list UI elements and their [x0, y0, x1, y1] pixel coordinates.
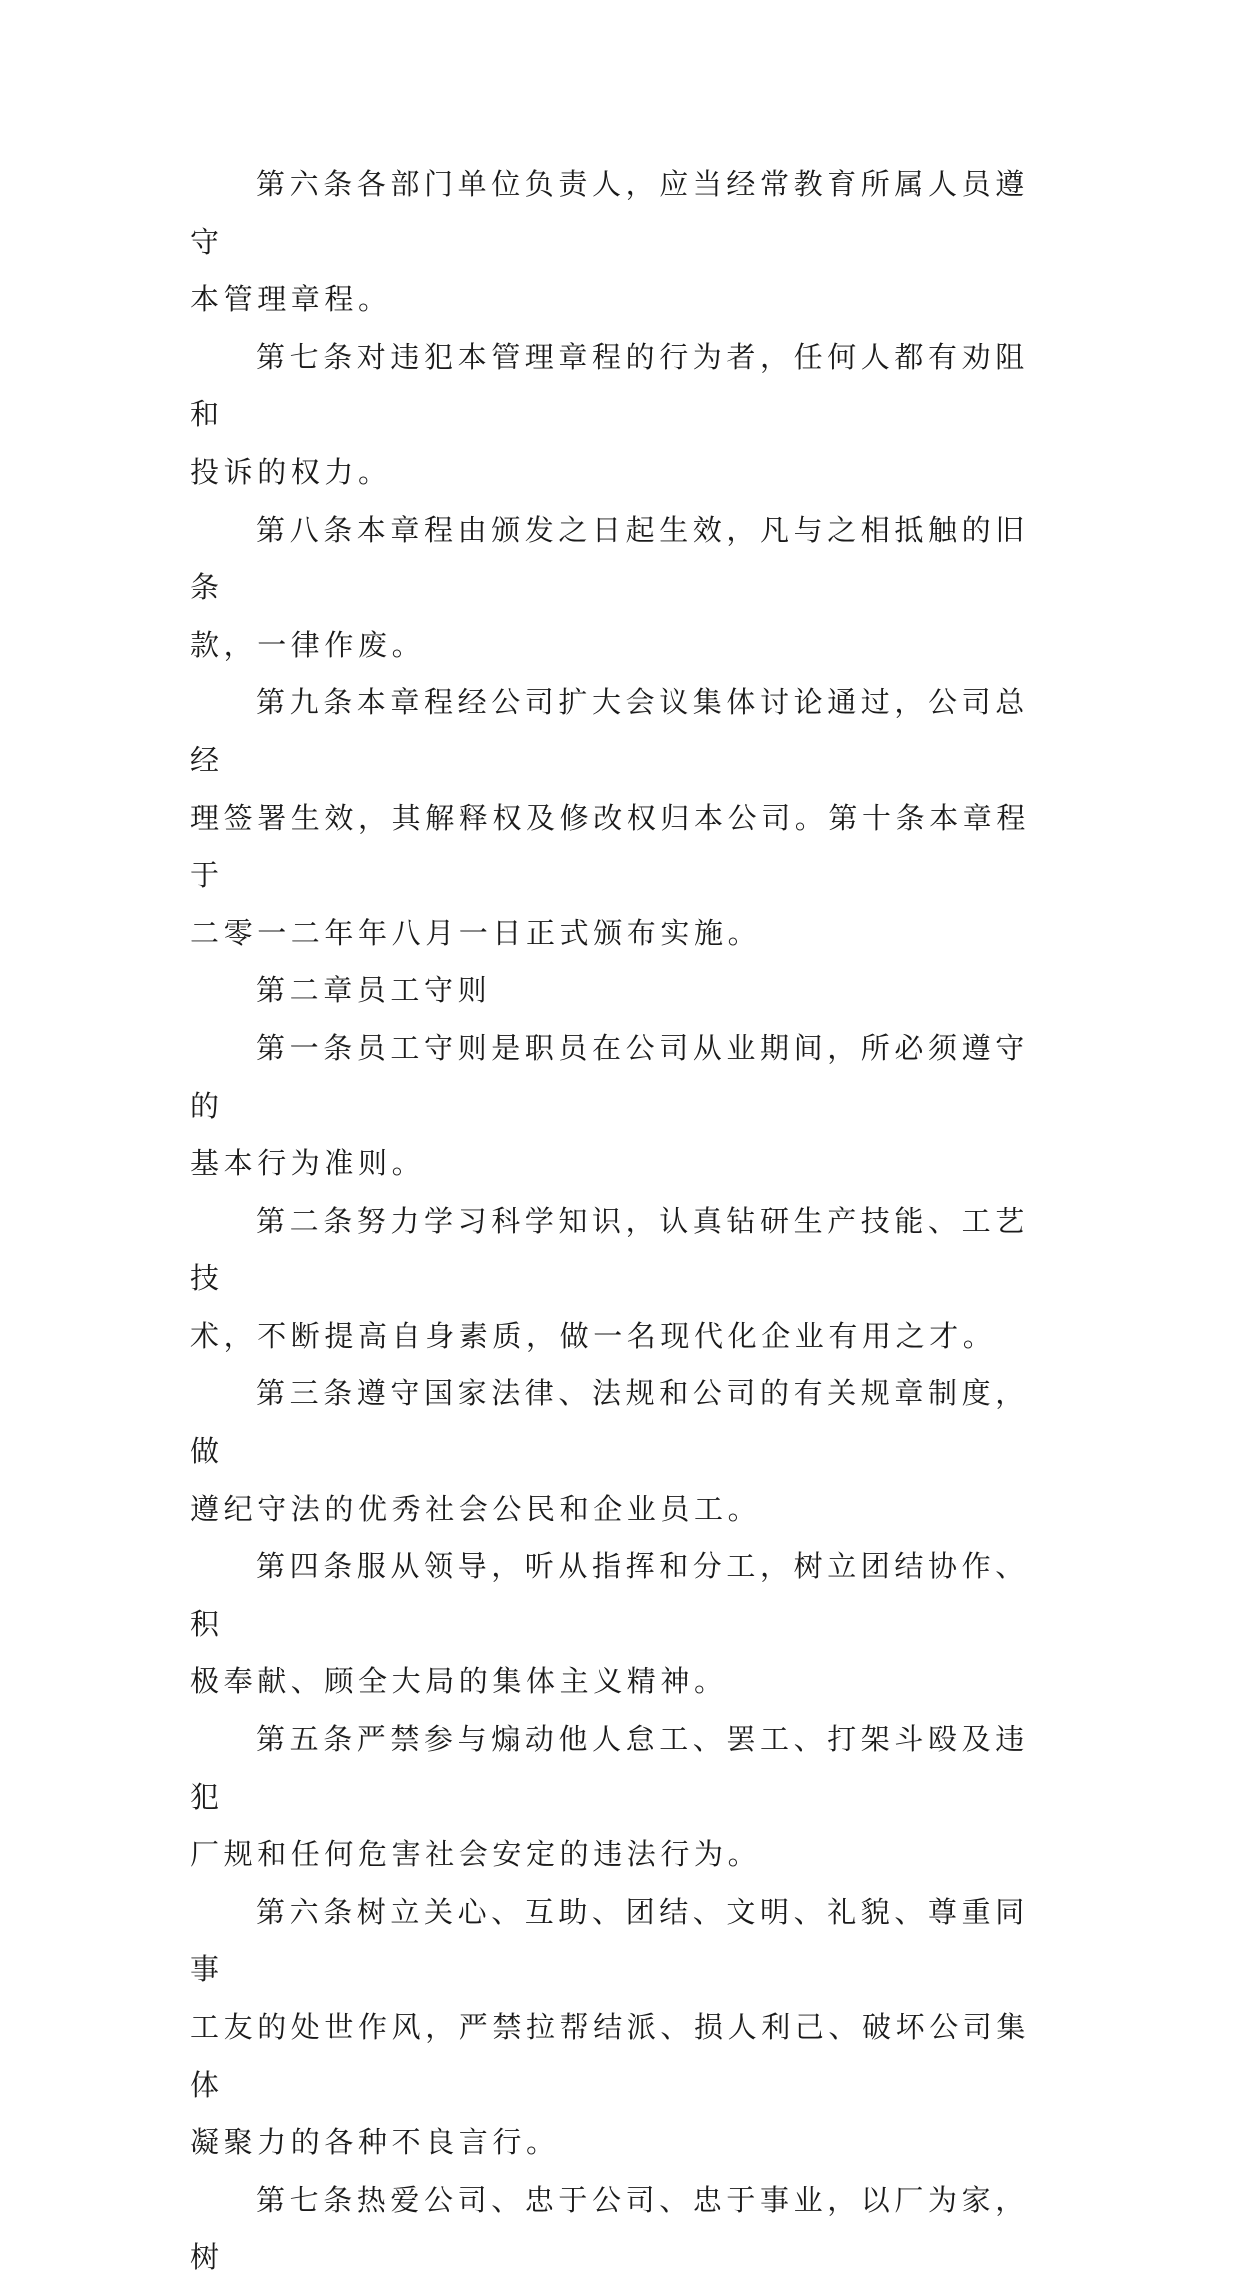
paragraph-rule-7: 第七条热爱公司、忠于公司、忠于事业，以厂为家，树: [190, 2182, 1029, 2275]
paragraph-rule-2: 第二条努力学习科学知识，认真钻研生产技能、工艺技 术，不断提高自身素质，做一名现代化企业有用之才。: [190, 1203, 1029, 1353]
paragraph-article-9-10-approval: 第九条本章程经公司扩大会议集体讨论通过，公司总经 理签署生效，其解释权及修改权归本公司。第十条本章程于 二零一二年年八月一日正式颁布实施。: [190, 685, 1031, 950]
document-body: [190, 156, 1050, 2287]
paragraph-rule-4: 第四条服从领导，听从指挥和分工，树立团结协作、积 极奉献、顾全大局的集体主义精神。: [190, 1549, 1029, 1699]
paragraph-article-8-effective: 第八条本章程由颁发之日起生效，凡与之相抵触的旧条 款，一律作废。: [190, 512, 1029, 662]
chapter-heading: 第二章员工守则: [256, 973, 492, 1008]
paragraph-article-6-responsibility: 第六条各部门单位负责人，应当经常教育所属人员遵守 本管理章程。: [190, 167, 1029, 317]
paragraph-article-7-complaint: 第七条对违犯本管理章程的行为者，任何人都有劝阻和 投诉的权力。: [190, 339, 1029, 489]
paragraph-rule-3: 第三条遵守国家法律、法规和公司的有关规章制度，做 遵纪守法的优秀社会公民和企业员工。: [190, 1376, 1029, 1526]
paragraph-rule-6: 第六条树立关心、互助、团结、文明、礼貌、尊重同事 工友的处世作风，严禁拉帮结派、损人利己、破坏公司集体 凝聚力的各种不良言行。: [190, 1894, 1031, 2160]
paragraph-rule-1: 第一条员工守则是职员在公司从业期间，所必须遵守的 基本行为准则。: [190, 1030, 1029, 1181]
paragraph-rule-5: 第五条严禁参与煽动他人怠工、罢工、打架斗殴及违犯 厂规和任何危害社会安定的违法行为。: [190, 1722, 1029, 1872]
